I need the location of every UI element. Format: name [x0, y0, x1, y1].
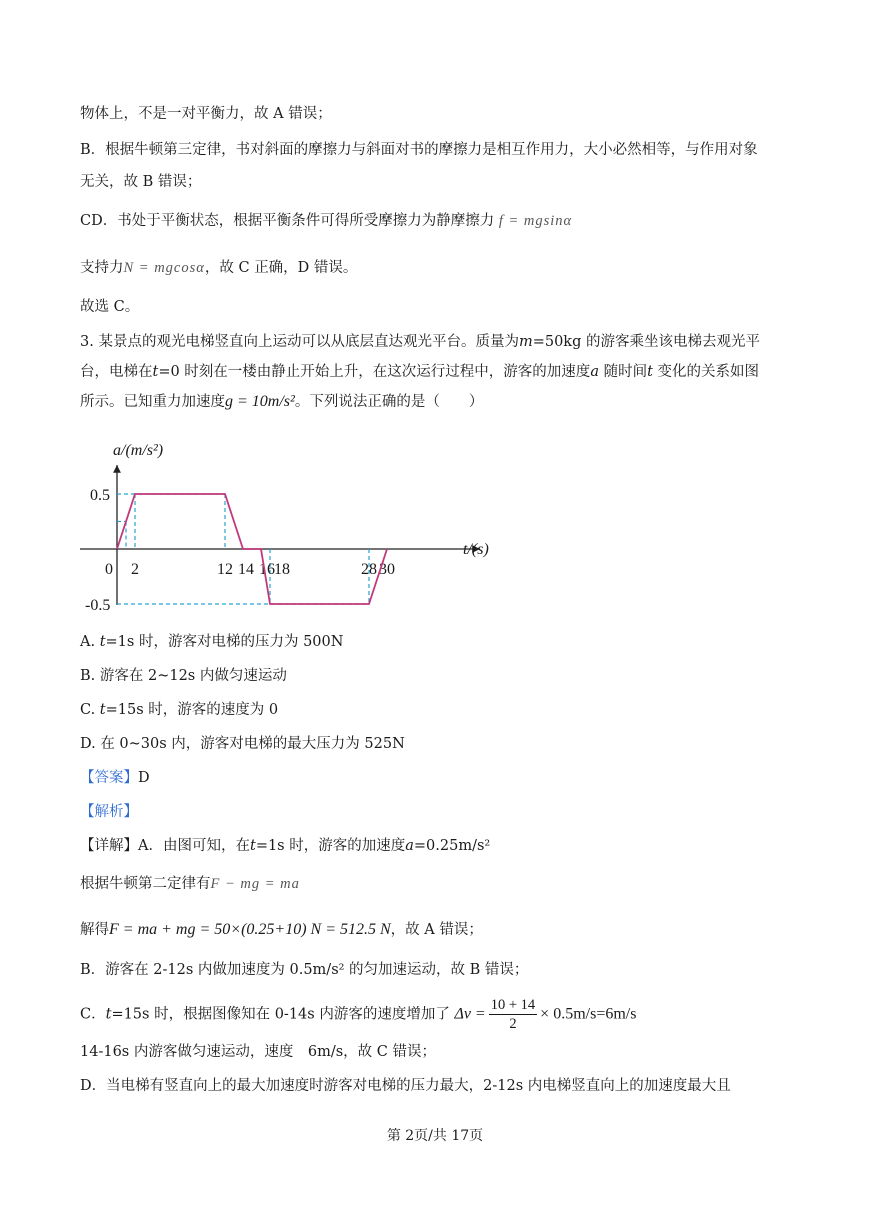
x-tick-16: 16: [259, 561, 275, 578]
x-tick-0: 0: [105, 561, 113, 578]
x-tick-18: 18: [274, 561, 290, 578]
solution-line-2: 根据牛顿第二定律有F − mg = ma: [80, 876, 300, 892]
option-b: B. 游客在 2~12s 内做匀速运动: [80, 668, 287, 684]
solution-line-6: 14-16s 内游客做匀速运动，速度 6m/s，故 C 错误；: [80, 1044, 436, 1060]
force-result-formula: F = ma + mg = 50×(0.25+10) N = 512.5 N: [109, 921, 391, 938]
x-tick-12: 12: [217, 561, 233, 578]
solution-line-7: D．当电梯有竖直向上的最大加速度时游客对电梯的压力最大，2-12s 内电梯竖直向上的加速度最大且: [80, 1078, 731, 1094]
acceleration-time-chart: [75, 435, 505, 620]
friction-formula: f = mgsinα: [498, 213, 573, 229]
text-line-2: B．根据牛顿第三定律，书对斜面的摩擦力与斜面对书的摩擦力是相互作用力，大小必然相等，与作用对象: [80, 142, 758, 158]
analysis-tag: 【解析】: [80, 804, 138, 820]
analysis-line: [80, 802, 138, 822]
x-tick-28: 28: [361, 561, 377, 578]
answer-value: D: [138, 770, 150, 786]
page-footer: 第 2页/共 17页: [386, 1128, 484, 1144]
option-d: D. 在 0~30s 内，游客对电梯的最大压力为 525N: [80, 736, 405, 752]
solution-line-1: 【详解】A．由图可知，在t=1s 时，游客的加速度a=0.25m/s²: [80, 838, 491, 854]
x-tick-30: 30: [379, 561, 395, 578]
text-line-5: 支持力N = mgcosα，故 C 正确，D 错误。: [80, 260, 358, 276]
option-a: A. t=1s 时，游客对电梯的压力为 500N: [80, 634, 344, 650]
x-tick-14: 14: [238, 561, 254, 578]
solution-line-5: C．t=15s 时，根据图像知在 0-14s 内游客的速度增加了 Δv = $\frac{10 + 14}{2}$ × 0.5m/s=6m/s: [80, 997, 637, 1032]
x-tick-2: 2: [131, 561, 139, 578]
y-axis-label: a/(m/s²): [113, 442, 164, 459]
answer-line: [80, 768, 150, 788]
velocity-fraction: $\frac{10 + 14}{2}$: [490, 997, 536, 1032]
normal-force-formula: N = mgcosα: [123, 260, 205, 276]
y-tick-0.5: 0.5: [90, 487, 110, 504]
solution-line-4: B．游客在 2-12s 内做加速度为 0.5m/s² 的匀加速运动，故 B 错误；: [80, 962, 529, 978]
answer-tag: 【答案】: [80, 770, 138, 786]
question-text: 3. 某景点的观光电梯竖直向上运动可以从底层直达观光平台。质量为m=50kg 的游客乘坐该电梯去观光平 台，电梯在t=0 时刻在一楼由静止开始上升，在这次运行过程中，游客的加速度a 随时间t 变化的关系如图 所示。已知重力加速度g = 10m/s²。下列说法正确的是（ ）: [80, 334, 760, 410]
option-c: C. t=15s 时，游客的速度为 0: [80, 702, 279, 718]
text-line-3: 无关，故 B 错误；: [80, 174, 202, 190]
solution-line-3: 解得F = ma + mg = 50×(0.25+10) N = 512.5 N，故 A 错误；: [80, 921, 483, 938]
text-line-1: 物体上，不是一对平衡力，故 A 错误；: [80, 106, 332, 122]
gravity-formula: g = 10m/s²: [225, 393, 295, 410]
text-line-4: CD．书处于平衡状态，根据平衡条件可得所受摩擦力为静摩擦力 f = mgsinα: [80, 213, 573, 229]
x-axis-label: t/(s): [463, 541, 489, 558]
newton-formula: F − mg = ma: [210, 876, 300, 892]
text-line-6: 故选 C。: [80, 299, 140, 315]
y-tick-neg0.5: -0.5: [85, 597, 111, 614]
